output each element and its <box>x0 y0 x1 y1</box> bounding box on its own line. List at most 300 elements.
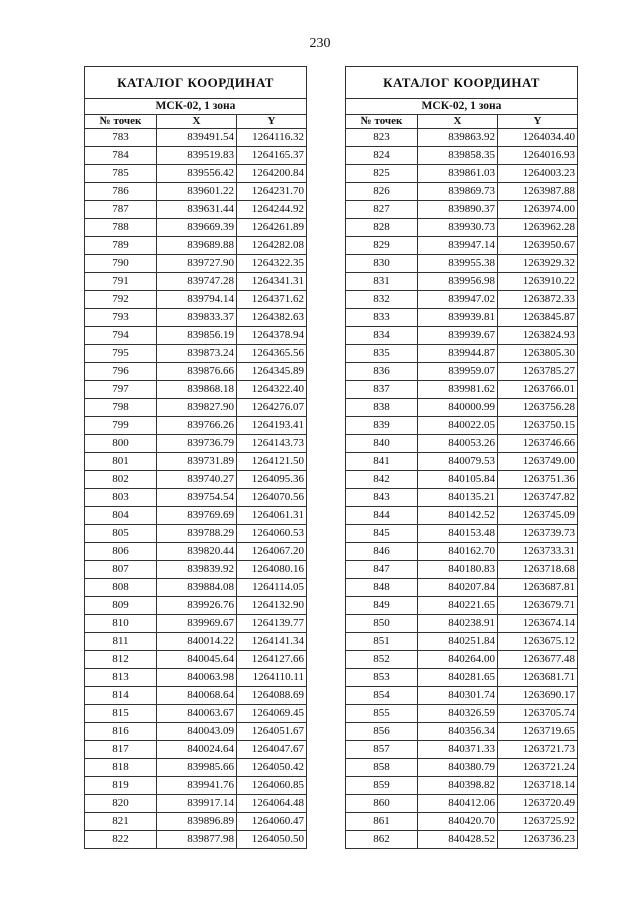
point-number-cell: 838 <box>346 399 418 417</box>
table-row <box>346 291 578 309</box>
point-number-cell: 845 <box>346 525 418 543</box>
y-coordinate-cell: 1264244.92 <box>237 201 307 219</box>
column-header-point-number: № точек <box>346 115 418 129</box>
x-coordinate-cell: 840022.05 <box>418 417 498 435</box>
x-coordinate-cell: 839985.66 <box>157 759 237 777</box>
table-row <box>346 489 578 507</box>
y-coordinate-cell: 1263845.87 <box>498 309 578 327</box>
x-coordinate-cell: 839981.62 <box>418 381 498 399</box>
x-coordinate-cell: 839876.66 <box>157 363 237 381</box>
x-coordinate-cell: 839869.73 <box>418 183 498 201</box>
y-coordinate-cell: 1264200.84 <box>237 165 307 183</box>
point-number-cell: 793 <box>85 309 157 327</box>
table-row <box>85 183 307 201</box>
point-number-cell: 808 <box>85 579 157 597</box>
point-number-cell: 788 <box>85 219 157 237</box>
point-number-cell: 850 <box>346 615 418 633</box>
y-coordinate-cell: 1263705.74 <box>498 705 578 723</box>
y-coordinate-cell: 1263824.93 <box>498 327 578 345</box>
point-number-cell: 810 <box>85 615 157 633</box>
table-row <box>346 705 578 723</box>
x-coordinate-cell: 839856.19 <box>157 327 237 345</box>
table-row <box>85 453 307 471</box>
x-coordinate-cell: 839766.26 <box>157 417 237 435</box>
point-number-cell: 842 <box>346 471 418 489</box>
point-number-cell: 818 <box>85 759 157 777</box>
x-coordinate-cell: 839941.76 <box>157 777 237 795</box>
y-coordinate-cell: 1264282.08 <box>237 237 307 255</box>
point-number-cell: 784 <box>85 147 157 165</box>
x-coordinate-cell: 839890.37 <box>418 201 498 219</box>
point-number-cell: 811 <box>85 633 157 651</box>
point-number-cell: 835 <box>346 345 418 363</box>
y-coordinate-cell: 1264132.90 <box>237 597 307 615</box>
y-coordinate-cell: 1264088.69 <box>237 687 307 705</box>
table-row <box>85 831 307 849</box>
x-coordinate-cell: 840371.33 <box>418 741 498 759</box>
point-number-cell: 827 <box>346 201 418 219</box>
point-number-cell: 848 <box>346 579 418 597</box>
y-coordinate-cell: 1263675.12 <box>498 633 578 651</box>
point-number-cell: 800 <box>85 435 157 453</box>
y-coordinate-cell: 1263785.27 <box>498 363 578 381</box>
point-number-cell: 817 <box>85 741 157 759</box>
table-row <box>85 543 307 561</box>
point-number-cell: 789 <box>85 237 157 255</box>
y-coordinate-cell: 1264345.89 <box>237 363 307 381</box>
table-row <box>85 417 307 435</box>
y-coordinate-cell: 1263750.15 <box>498 417 578 435</box>
catalog-title: КАТАЛОГ КООРДИНАТ <box>85 67 307 99</box>
table-row <box>85 129 307 147</box>
x-coordinate-cell: 839519.83 <box>157 147 237 165</box>
x-coordinate-cell: 840251.84 <box>418 633 498 651</box>
x-coordinate-cell: 839956.98 <box>418 273 498 291</box>
x-coordinate-cell: 840014.22 <box>157 633 237 651</box>
point-number-cell: 862 <box>346 831 418 849</box>
table-row <box>85 291 307 309</box>
x-coordinate-cell: 839939.81 <box>418 309 498 327</box>
point-number-cell: 824 <box>346 147 418 165</box>
point-number-cell: 837 <box>346 381 418 399</box>
y-coordinate-cell: 1264193.41 <box>237 417 307 435</box>
y-coordinate-cell: 1264322.40 <box>237 381 307 399</box>
y-coordinate-cell: 1264060.47 <box>237 813 307 831</box>
table-row <box>85 669 307 687</box>
table-row <box>346 327 578 345</box>
table-row <box>85 777 307 795</box>
point-number-cell: 786 <box>85 183 157 201</box>
table-row <box>346 417 578 435</box>
point-number-cell: 846 <box>346 543 418 561</box>
point-number-cell: 855 <box>346 705 418 723</box>
point-number-cell: 803 <box>85 489 157 507</box>
y-coordinate-cell: 1263746.66 <box>498 435 578 453</box>
point-number-cell: 843 <box>346 489 418 507</box>
table-row <box>346 777 578 795</box>
x-coordinate-cell: 839926.76 <box>157 597 237 615</box>
x-coordinate-cell: 839939.67 <box>418 327 498 345</box>
table-row <box>346 399 578 417</box>
y-coordinate-cell: 1264016.93 <box>498 147 578 165</box>
x-coordinate-cell: 840079.53 <box>418 453 498 471</box>
point-number-cell: 839 <box>346 417 418 435</box>
table-row <box>85 309 307 327</box>
y-coordinate-cell: 1263910.22 <box>498 273 578 291</box>
x-coordinate-cell: 840221.65 <box>418 597 498 615</box>
table-row <box>346 381 578 399</box>
y-coordinate-cell: 1264378.94 <box>237 327 307 345</box>
point-number-cell: 844 <box>346 507 418 525</box>
point-number-cell: 856 <box>346 723 418 741</box>
table-row <box>346 453 578 471</box>
table-row <box>346 687 578 705</box>
x-coordinate-cell: 839669.39 <box>157 219 237 237</box>
x-coordinate-cell: 840238.91 <box>418 615 498 633</box>
point-number-cell: 849 <box>346 597 418 615</box>
column-header-x: X <box>418 115 498 129</box>
point-number-cell: 832 <box>346 291 418 309</box>
y-coordinate-cell: 1264116.32 <box>237 129 307 147</box>
y-coordinate-cell: 1264080.16 <box>237 561 307 579</box>
point-number-cell: 847 <box>346 561 418 579</box>
y-coordinate-cell: 1264095.36 <box>237 471 307 489</box>
x-coordinate-cell: 839944.87 <box>418 345 498 363</box>
x-coordinate-cell: 840398.82 <box>418 777 498 795</box>
zone-subtitle: МСК-02, 1 зона <box>346 99 578 115</box>
x-coordinate-cell: 839959.07 <box>418 363 498 381</box>
point-number-cell: 825 <box>346 165 418 183</box>
x-coordinate-cell: 839491.54 <box>157 129 237 147</box>
point-number-cell: 806 <box>85 543 157 561</box>
y-coordinate-cell: 1264069.45 <box>237 705 307 723</box>
y-coordinate-cell: 1264050.42 <box>237 759 307 777</box>
table-row <box>346 651 578 669</box>
x-coordinate-cell: 840063.98 <box>157 669 237 687</box>
table-row <box>85 255 307 273</box>
x-coordinate-cell: 840024.64 <box>157 741 237 759</box>
x-coordinate-cell: 839601.22 <box>157 183 237 201</box>
x-coordinate-cell: 840264.00 <box>418 651 498 669</box>
point-number-cell: 801 <box>85 453 157 471</box>
x-coordinate-cell: 839747.28 <box>157 273 237 291</box>
point-number-cell: 807 <box>85 561 157 579</box>
x-coordinate-cell: 839754.54 <box>157 489 237 507</box>
table-row <box>85 147 307 165</box>
y-coordinate-cell: 1263733.31 <box>498 543 578 561</box>
point-number-cell: 858 <box>346 759 418 777</box>
x-coordinate-cell: 839556.42 <box>157 165 237 183</box>
x-coordinate-cell: 839947.14 <box>418 237 498 255</box>
coordinate-catalog-table-right <box>345 66 578 849</box>
point-number-cell: 787 <box>85 201 157 219</box>
x-coordinate-cell: 840380.79 <box>418 759 498 777</box>
y-coordinate-cell: 1264371.62 <box>237 291 307 309</box>
point-number-cell: 831 <box>346 273 418 291</box>
table-row <box>346 273 578 291</box>
table-row <box>346 201 578 219</box>
x-coordinate-cell: 839873.24 <box>157 345 237 363</box>
y-coordinate-cell: 1263739.73 <box>498 525 578 543</box>
x-coordinate-cell: 839736.79 <box>157 435 237 453</box>
y-coordinate-cell: 1263749.00 <box>498 453 578 471</box>
y-coordinate-cell: 1263681.71 <box>498 669 578 687</box>
table-row <box>85 795 307 813</box>
table-row <box>85 705 307 723</box>
y-coordinate-cell: 1264047.67 <box>237 741 307 759</box>
table-row <box>346 579 578 597</box>
table-row <box>346 723 578 741</box>
point-number-cell: 816 <box>85 723 157 741</box>
y-coordinate-cell: 1263766.01 <box>498 381 578 399</box>
x-coordinate-cell: 839861.03 <box>418 165 498 183</box>
table-body-left <box>85 129 307 849</box>
y-coordinate-cell: 1264322.35 <box>237 255 307 273</box>
x-coordinate-cell: 839930.73 <box>418 219 498 237</box>
x-coordinate-cell: 839727.90 <box>157 255 237 273</box>
y-coordinate-cell: 1263690.17 <box>498 687 578 705</box>
x-coordinate-cell: 839839.92 <box>157 561 237 579</box>
point-number-cell: 785 <box>85 165 157 183</box>
y-coordinate-cell: 1263929.32 <box>498 255 578 273</box>
table-row <box>85 327 307 345</box>
table-row <box>85 219 307 237</box>
y-coordinate-cell: 1264141.34 <box>237 633 307 651</box>
point-number-cell: 841 <box>346 453 418 471</box>
point-number-cell: 797 <box>85 381 157 399</box>
x-coordinate-cell: 839794.14 <box>157 291 237 309</box>
table-row <box>85 687 307 705</box>
y-coordinate-cell: 1264276.07 <box>237 399 307 417</box>
coordinate-catalog-table-left <box>84 66 307 849</box>
table-row <box>346 309 578 327</box>
x-coordinate-cell: 840000.99 <box>418 399 498 417</box>
x-coordinate-cell: 840420.70 <box>418 813 498 831</box>
x-coordinate-cell: 840043.09 <box>157 723 237 741</box>
x-coordinate-cell: 839827.90 <box>157 399 237 417</box>
y-coordinate-cell: 1264341.31 <box>237 273 307 291</box>
y-coordinate-cell: 1263872.33 <box>498 291 578 309</box>
table-row <box>346 795 578 813</box>
point-number-cell: 822 <box>85 831 157 849</box>
point-number-cell: 834 <box>346 327 418 345</box>
x-coordinate-cell: 839863.92 <box>418 129 498 147</box>
x-coordinate-cell: 839947.02 <box>418 291 498 309</box>
table-row <box>85 507 307 525</box>
y-coordinate-cell: 1263756.28 <box>498 399 578 417</box>
table-row <box>346 669 578 687</box>
point-number-cell: 809 <box>85 597 157 615</box>
y-coordinate-cell: 1264121.50 <box>237 453 307 471</box>
point-number-cell: 819 <box>85 777 157 795</box>
table-row <box>85 201 307 219</box>
table-row <box>346 615 578 633</box>
y-coordinate-cell: 1263751.36 <box>498 471 578 489</box>
y-coordinate-cell: 1263950.67 <box>498 237 578 255</box>
point-number-cell: 821 <box>85 813 157 831</box>
point-number-cell: 829 <box>346 237 418 255</box>
table-row <box>85 651 307 669</box>
point-number-cell: 860 <box>346 795 418 813</box>
table-row <box>346 165 578 183</box>
point-number-cell: 799 <box>85 417 157 435</box>
table-row <box>85 381 307 399</box>
point-number-cell: 854 <box>346 687 418 705</box>
table-row <box>85 435 307 453</box>
column-header-y: Y <box>498 115 578 129</box>
column-header-y: Y <box>237 115 307 129</box>
column-header-point-number: № точек <box>85 115 157 129</box>
x-coordinate-cell: 839740.27 <box>157 471 237 489</box>
y-coordinate-cell: 1263687.81 <box>498 579 578 597</box>
table-row <box>85 561 307 579</box>
y-coordinate-cell: 1263718.68 <box>498 561 578 579</box>
table-row <box>346 219 578 237</box>
y-coordinate-cell: 1264060.85 <box>237 777 307 795</box>
y-coordinate-cell: 1263725.92 <box>498 813 578 831</box>
x-coordinate-cell: 840105.84 <box>418 471 498 489</box>
point-number-cell: 796 <box>85 363 157 381</box>
point-number-cell: 792 <box>85 291 157 309</box>
y-coordinate-cell: 1263747.82 <box>498 489 578 507</box>
table-row <box>346 471 578 489</box>
table-row <box>85 579 307 597</box>
x-coordinate-cell: 840135.21 <box>418 489 498 507</box>
y-coordinate-cell: 1263974.00 <box>498 201 578 219</box>
x-coordinate-cell: 840281.65 <box>418 669 498 687</box>
table-row <box>85 489 307 507</box>
x-coordinate-cell: 839731.89 <box>157 453 237 471</box>
point-number-cell: 791 <box>85 273 157 291</box>
point-number-cell: 820 <box>85 795 157 813</box>
table-row <box>346 507 578 525</box>
y-coordinate-cell: 1263718.14 <box>498 777 578 795</box>
point-number-cell: 851 <box>346 633 418 651</box>
table-row <box>85 471 307 489</box>
point-number-cell: 861 <box>346 813 418 831</box>
y-coordinate-cell: 1264382.63 <box>237 309 307 327</box>
point-number-cell: 795 <box>85 345 157 363</box>
point-number-cell: 853 <box>346 669 418 687</box>
x-coordinate-cell: 840142.52 <box>418 507 498 525</box>
y-coordinate-cell: 1264064.48 <box>237 795 307 813</box>
y-coordinate-cell: 1264139.77 <box>237 615 307 633</box>
point-number-cell: 852 <box>346 651 418 669</box>
catalog-title: КАТАЛОГ КООРДИНАТ <box>346 67 578 99</box>
table-row <box>85 237 307 255</box>
x-coordinate-cell: 839969.67 <box>157 615 237 633</box>
y-coordinate-cell: 1263805.30 <box>498 345 578 363</box>
point-number-cell: 836 <box>346 363 418 381</box>
y-coordinate-cell: 1263987.88 <box>498 183 578 201</box>
point-number-cell: 823 <box>346 129 418 147</box>
table-row <box>346 561 578 579</box>
table-row <box>85 723 307 741</box>
table-row <box>85 363 307 381</box>
y-coordinate-cell: 1263736.23 <box>498 831 578 849</box>
table-row <box>85 759 307 777</box>
table-row <box>346 597 578 615</box>
table-row <box>85 615 307 633</box>
y-coordinate-cell: 1263674.14 <box>498 615 578 633</box>
table-row <box>346 363 578 381</box>
y-coordinate-cell: 1264060.53 <box>237 525 307 543</box>
point-number-cell: 828 <box>346 219 418 237</box>
table-row <box>85 813 307 831</box>
point-number-cell: 813 <box>85 669 157 687</box>
y-coordinate-cell: 1264003.23 <box>498 165 578 183</box>
y-coordinate-cell: 1264050.50 <box>237 831 307 849</box>
point-number-cell: 805 <box>85 525 157 543</box>
table-row <box>346 813 578 831</box>
point-number-cell: 802 <box>85 471 157 489</box>
y-coordinate-cell: 1264051.67 <box>237 723 307 741</box>
y-coordinate-cell: 1263721.73 <box>498 741 578 759</box>
y-coordinate-cell: 1264231.70 <box>237 183 307 201</box>
table-row <box>346 183 578 201</box>
x-coordinate-cell: 839689.88 <box>157 237 237 255</box>
x-coordinate-cell: 840068.64 <box>157 687 237 705</box>
x-coordinate-cell: 840162.70 <box>418 543 498 561</box>
y-coordinate-cell: 1264070.56 <box>237 489 307 507</box>
y-coordinate-cell: 1263677.48 <box>498 651 578 669</box>
point-number-cell: 840 <box>346 435 418 453</box>
y-coordinate-cell: 1263679.71 <box>498 597 578 615</box>
x-coordinate-cell: 839955.38 <box>418 255 498 273</box>
table-row <box>346 237 578 255</box>
x-coordinate-cell: 840428.52 <box>418 831 498 849</box>
table-body-right <box>346 129 578 849</box>
point-number-cell: 812 <box>85 651 157 669</box>
x-coordinate-cell: 840063.67 <box>157 705 237 723</box>
table-row <box>85 399 307 417</box>
table-row <box>346 147 578 165</box>
y-coordinate-cell: 1264143.73 <box>237 435 307 453</box>
x-coordinate-cell: 839917.14 <box>157 795 237 813</box>
x-coordinate-cell: 839820.44 <box>157 543 237 561</box>
y-coordinate-cell: 1263745.09 <box>498 507 578 525</box>
table-row <box>346 345 578 363</box>
point-number-cell: 830 <box>346 255 418 273</box>
x-coordinate-cell: 840153.48 <box>418 525 498 543</box>
x-coordinate-cell: 839788.29 <box>157 525 237 543</box>
y-coordinate-cell: 1264067.20 <box>237 543 307 561</box>
point-number-cell: 794 <box>85 327 157 345</box>
x-coordinate-cell: 839769.69 <box>157 507 237 525</box>
page-number: 230 <box>309 36 331 51</box>
y-coordinate-cell: 1263962.28 <box>498 219 578 237</box>
x-coordinate-cell: 840207.84 <box>418 579 498 597</box>
point-number-cell: 826 <box>346 183 418 201</box>
table-row <box>346 741 578 759</box>
table-row <box>85 741 307 759</box>
y-coordinate-cell: 1264061.31 <box>237 507 307 525</box>
table-row <box>346 525 578 543</box>
x-coordinate-cell: 839858.35 <box>418 147 498 165</box>
y-coordinate-cell: 1263720.49 <box>498 795 578 813</box>
point-number-cell: 859 <box>346 777 418 795</box>
table-row <box>85 165 307 183</box>
y-coordinate-cell: 1264261.89 <box>237 219 307 237</box>
column-header-x: X <box>157 115 237 129</box>
point-number-cell: 833 <box>346 309 418 327</box>
table-row <box>346 255 578 273</box>
table-row <box>346 831 578 849</box>
point-number-cell: 857 <box>346 741 418 759</box>
y-coordinate-cell: 1263719.65 <box>498 723 578 741</box>
x-coordinate-cell: 840326.59 <box>418 705 498 723</box>
table-row <box>346 129 578 147</box>
